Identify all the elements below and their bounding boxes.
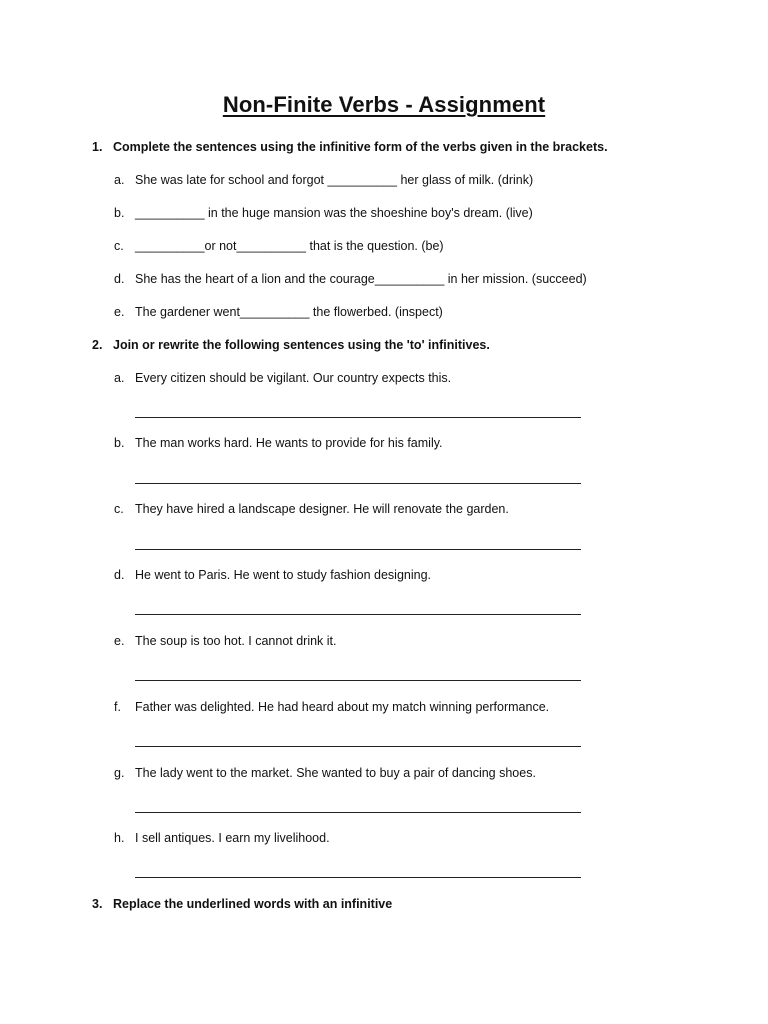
item-label: b. [114, 206, 125, 220]
item-label: b. [114, 436, 125, 450]
item-text: He went to Paris. He went to study fashion designing. [135, 568, 431, 582]
item-label: c. [114, 502, 124, 516]
item-text: The lady went to the market. She wanted to buy a pair of dancing shoes. [135, 766, 536, 780]
page-title: Non-Finite Verbs - Assignment [222, 92, 546, 117]
item-text: Father was delighted. He had heard about my match winning performance. [135, 700, 550, 714]
answer-line[interactable] [135, 812, 581, 813]
item-text: __________or not__________ that is the question. (be) [135, 239, 444, 253]
item-text: She was late for school and forgot __________ her glass of milk. (drink) [135, 173, 534, 187]
question-instruction: Complete the sentences using the infinitive form of the verbs given in the brackets. [113, 140, 608, 154]
item-label: h. [114, 831, 125, 845]
question-number: 3. [92, 897, 103, 911]
answer-line[interactable] [135, 877, 581, 878]
item-label: e. [114, 634, 125, 648]
question-number: 1. [92, 140, 103, 154]
answer-line[interactable] [135, 549, 581, 550]
question-number: 2. [92, 338, 103, 352]
item-label: a. [114, 173, 125, 187]
question-instruction: Replace the underlined words with an infinitive [113, 897, 393, 911]
item-label: g. [114, 766, 125, 780]
item-text: The man works hard. He wants to provide for his family. [135, 436, 443, 450]
item-label: a. [114, 371, 125, 385]
item-label: c. [114, 239, 124, 253]
question-instruction: Join or rewrite the following sentences using the 'to' infinitives. [113, 338, 490, 352]
answer-line[interactable] [135, 483, 581, 484]
item-label: d. [114, 272, 125, 286]
item-label: f. [114, 700, 121, 714]
answer-line[interactable] [135, 746, 581, 747]
answer-line[interactable] [135, 614, 581, 615]
answer-line[interactable] [135, 680, 581, 681]
item-text: The gardener went__________ the flowerbed. (inspect) [135, 305, 443, 319]
item-label: e. [114, 305, 125, 319]
item-text: They have hired a landscape designer. He will renovate the garden. [135, 502, 509, 516]
answer-line[interactable] [135, 417, 581, 418]
item-text: The soup is too hot. I cannot drink it. [135, 634, 337, 648]
item-text: I sell antiques. I earn my livelihood. [135, 831, 330, 845]
item-text: __________ in the huge mansion was the shoeshine boy's dream. (live) [135, 206, 533, 220]
item-label: d. [114, 568, 125, 582]
item-text: Every citizen should be vigilant. Our country expects this. [135, 371, 452, 385]
item-text: She has the heart of a lion and the courage__________ in her mission. (succeed) [135, 272, 587, 286]
